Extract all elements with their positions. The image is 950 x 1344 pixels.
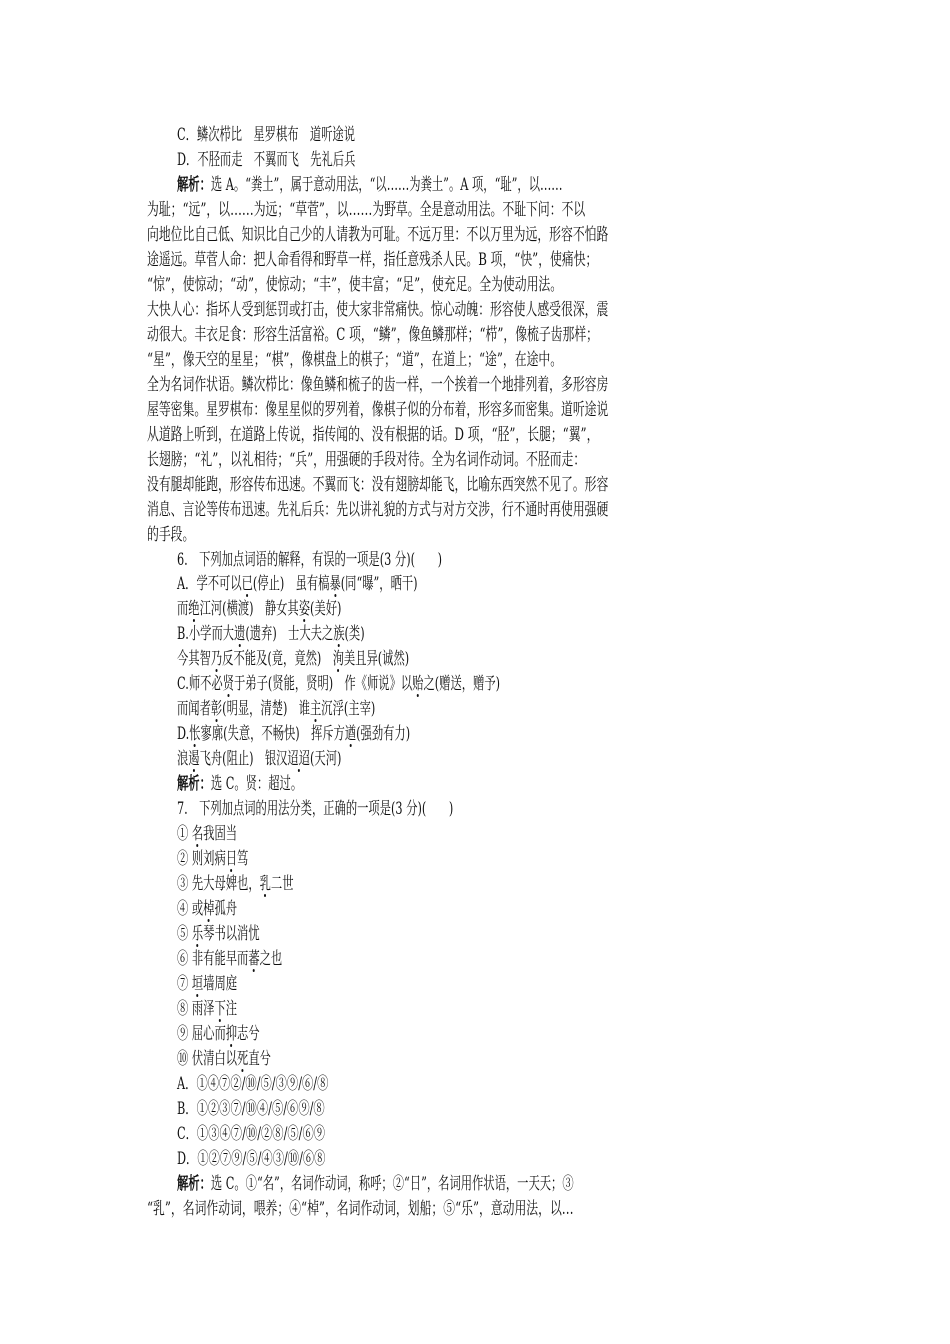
text-run: 选 C。贤：超过。 — [210, 774, 303, 794]
text-line — [59, 597, 808, 621]
text-line — [59, 647, 808, 671]
text-run: 而 — [177, 599, 189, 619]
dotted-word: 乳 — [259, 874, 271, 894]
text-run: 寥廓(失意，不畅快) 挥斥方 — [200, 724, 345, 744]
text-line — [59, 872, 808, 896]
text-run: B.小学而大 — [177, 624, 235, 644]
text-run: 孤舟 — [214, 899, 238, 919]
text-run: “星”，像天空的星星；“棋”，像棋盘上的棋子；“道”，在道上；“途”，在途中。 — [147, 350, 563, 370]
text-run: ① — [177, 824, 192, 844]
text-line — [45, 398, 808, 422]
text-line — [59, 997, 808, 1021]
text-run: A．①④⑦②/⑩/⑤/③⑨/⑥/⑧ — [177, 1074, 329, 1094]
text-run: 屋等密集。星罗棋布：像星星似的罗列着，像棋子似的分布着，形容多而密集。道听途说 — [147, 400, 609, 420]
text-run: 为耻；“远”，以……为远；“草菅”，以……为野草。全是意动用法。不耻下问：不以 — [147, 200, 586, 220]
text-line — [59, 123, 808, 147]
text-run: A．学不可以 — [177, 574, 242, 594]
text-run: 江河(横渡) 静女其 — [199, 599, 299, 619]
text-run: 之也 — [259, 949, 283, 969]
text-run: 今其智 — [177, 649, 211, 669]
text-line — [45, 523, 808, 547]
text-run: 我固当 — [203, 824, 238, 844]
text-run: 琴书以消忧 — [203, 924, 260, 944]
text-run: (遗弃) 士大夫之 — [245, 624, 334, 644]
dotted-word: 迢迢 — [287, 749, 311, 769]
text-line — [59, 972, 808, 996]
text-run: (明显，清楚) 谁 — [222, 699, 311, 719]
text-line — [59, 1147, 808, 1171]
dotted-word: 贤 — [222, 674, 234, 694]
text-line — [45, 473, 808, 497]
text-run: B．①②③⑦/⑩④/⑤/⑥⑨/⑧ — [177, 1099, 325, 1119]
text-line — [59, 1172, 808, 1196]
text-run: 动很大。丰衣足食：形容生活富裕。C 项，“鳞”，像鱼鳞那样；“栉”，像梳子齿那样； — [147, 325, 599, 345]
text-run: 直兮 — [248, 1049, 271, 1069]
text-line — [45, 348, 808, 372]
text-run: C.师不必 — [177, 674, 223, 694]
dotted-word: 垣 — [191, 974, 204, 994]
text-run: (天河) — [310, 749, 342, 769]
text-line — [59, 1072, 808, 1096]
analysis-label: 解析： — [177, 175, 211, 195]
dotted-word: 棹 — [203, 899, 215, 919]
text-run: 注 — [225, 999, 238, 1019]
text-run: (强劲有力) — [356, 724, 411, 744]
text-line — [45, 323, 808, 347]
text-run: “乳”，名词作动词，喂养；④“棹”，名词作动词，划船；⑤“乐”，意动用法，以… — [147, 1199, 574, 1219]
text-line — [45, 248, 808, 272]
text-run: 之(赠送，赠予) — [423, 674, 501, 694]
dotted-word: 族 — [333, 624, 345, 644]
text-run: C．鳞次栉比 星罗棋布 道听途说 — [177, 125, 356, 145]
text-line — [59, 572, 808, 596]
text-run: 的手段。 — [147, 525, 195, 545]
text-run: ③ 先大母婢也， — [177, 874, 260, 894]
text-run: ④ 或 — [177, 899, 204, 919]
text-run: “惊”，使惊动；“动”，使惊动；“丰”，使丰富；“足”，使充足。全为使动用法。 — [147, 275, 563, 295]
text-line — [59, 548, 808, 572]
text-run: 浪 — [177, 749, 189, 769]
text-line — [59, 672, 808, 696]
text-run: ⑤ — [177, 924, 192, 944]
text-run: 没有腿却能跑，形容传布迅速。不翼而飞：没有翅膀却能飞，比喻东西突然不见了。形容 — [147, 475, 609, 495]
text-line — [59, 697, 808, 721]
analysis-label: 解析： — [177, 774, 211, 794]
text-line — [45, 298, 808, 322]
text-line — [59, 173, 808, 197]
dotted-word: 绝 — [188, 599, 200, 619]
dotted-word: 主 — [310, 699, 322, 719]
text-line — [59, 722, 808, 746]
text-line — [45, 448, 808, 472]
text-line — [59, 947, 808, 971]
dotted-word: 遒 — [344, 724, 357, 744]
text-line — [59, 897, 808, 921]
text-line — [45, 273, 808, 297]
text-line — [45, 373, 808, 397]
text-run: ⑨ 屈心而 — [177, 1024, 226, 1044]
dotted-word: 已 — [241, 574, 253, 594]
dotted-word: 名 — [191, 824, 204, 844]
text-run: ⑥ 非有能早而 — [177, 949, 249, 969]
text-line — [59, 622, 808, 646]
dotted-word: 乃 — [210, 649, 223, 669]
dotted-word: 下 — [214, 999, 226, 1019]
text-line — [59, 847, 808, 871]
text-run: D. — [177, 724, 190, 744]
text-run: 选 C。①“名”，名词作动词，称呼；②“日”，名词用作状语，一天天；③ — [210, 1174, 574, 1194]
text-line — [59, 1097, 808, 1121]
dotted-word: 洵 — [332, 649, 344, 669]
text-run: ② 则刘病 — [177, 849, 226, 869]
text-run: 二世 — [270, 874, 294, 894]
text-line — [59, 747, 808, 771]
text-line — [45, 498, 808, 522]
text-run: 向地位比自己低、知识比自己少的人请教为可耻。不远万里：不以万里为远，形容不怕路 — [147, 225, 609, 245]
text-run: (停止) 虽有槁 — [252, 574, 330, 594]
text-run: 而闻者 — [177, 699, 211, 719]
text-run: ⑧ 雨泽 — [177, 999, 215, 1019]
text-run: 从道路上听到，在道路上传说，指传闻的、没有根据的话。D 项，“胫”，长腿；“翼”， — [147, 425, 599, 445]
dotted-word: 贻 — [412, 674, 424, 694]
text-run: 途遥远。草菅人命：把人命看得和野草一样，指任意残杀人民。B 项，“快”，使痛快； — [147, 250, 598, 270]
text-run: 美且异(诚然) — [343, 649, 410, 669]
text-line — [59, 148, 808, 172]
text-line — [59, 1022, 808, 1046]
dotted-word: 遏 — [188, 749, 200, 769]
text-run: 长翅膀；“礼”，以礼相待；“兵”，用强硬的手段对待。全为名词作动词。不胫而走： — [147, 450, 586, 470]
text-line — [45, 223, 808, 247]
text-run: ⑦ — [177, 974, 192, 994]
dotted-word: 暴 — [329, 574, 341, 594]
text-line — [59, 822, 808, 846]
text-run: 沉浮(主宰) — [321, 699, 376, 719]
dotted-word: 姿 — [298, 599, 311, 619]
text-run: D．①②⑦⑨/⑤/④③/⑩/⑥⑧ — [177, 1149, 326, 1169]
text-line — [59, 772, 808, 796]
text-line — [59, 1047, 808, 1071]
text-line — [45, 423, 808, 447]
text-run: ⑩ 伏清白以 — [177, 1049, 238, 1069]
text-run: 墙周庭 — [203, 974, 238, 994]
text-run: 大快人心：指坏人受到惩罚或打击，使大家非常痛快。惊心动魄：形容使人感受很深，震 — [147, 300, 609, 320]
text-run: D．不胫而走 不翼而飞 先礼后兵 — [177, 150, 356, 170]
text-run: 6. 下列加点词语的解释，有误的一项是(3 分)( ) — [177, 550, 442, 570]
dotted-word: 日 — [225, 849, 238, 869]
text-line — [59, 922, 808, 946]
text-run: 全为名词作状语。鳞次栉比：像鱼鳞和梳子的齿一样，一个挨着一个地排列着，多形容房 — [147, 375, 609, 395]
text-line — [59, 797, 808, 821]
text-run: 于弟子(贤能，贤明) 作《师说》以 — [233, 674, 413, 694]
text-run: (同“曝”，晒干) — [340, 574, 418, 594]
text-line — [59, 1122, 808, 1146]
text-run: (类) — [344, 624, 365, 644]
text-run: 7. 下列加点词的用法分类，正确的一项是(3 分)( ) — [177, 799, 454, 819]
dotted-word: 死 — [237, 1049, 249, 1069]
text-run: 飞舟(阻止) 银汉 — [199, 749, 288, 769]
text-line — [45, 198, 808, 222]
text-run: 消息、言论等传布迅速。先礼后兵：先以讲礼貌的方式与对方交涉，行不通时再使用强硬 — [147, 500, 609, 520]
text-run: 反不能及(竟，竟然) — [222, 649, 333, 669]
dotted-word: 蕃 — [248, 949, 260, 969]
text-run: (美好) — [310, 599, 342, 619]
text-line — [45, 1197, 808, 1221]
dotted-word: 抑 — [225, 1024, 238, 1044]
dotted-word: 彰 — [210, 699, 223, 719]
text-run: 笃 — [237, 849, 249, 869]
text-run: 选 A。“粪土”，属于意动用法，“以……为粪土”。A 项，“耻”，以…… — [210, 175, 563, 195]
dotted-word: 遗 — [234, 624, 246, 644]
dotted-word: 怅 — [189, 724, 201, 744]
dotted-word: 乐 — [191, 924, 204, 944]
text-run: C．①③④⑦/⑩/②⑧/⑤/⑥⑨ — [177, 1124, 326, 1144]
analysis-label: 解析： — [177, 1174, 211, 1194]
text-run: 志兮 — [237, 1024, 260, 1044]
